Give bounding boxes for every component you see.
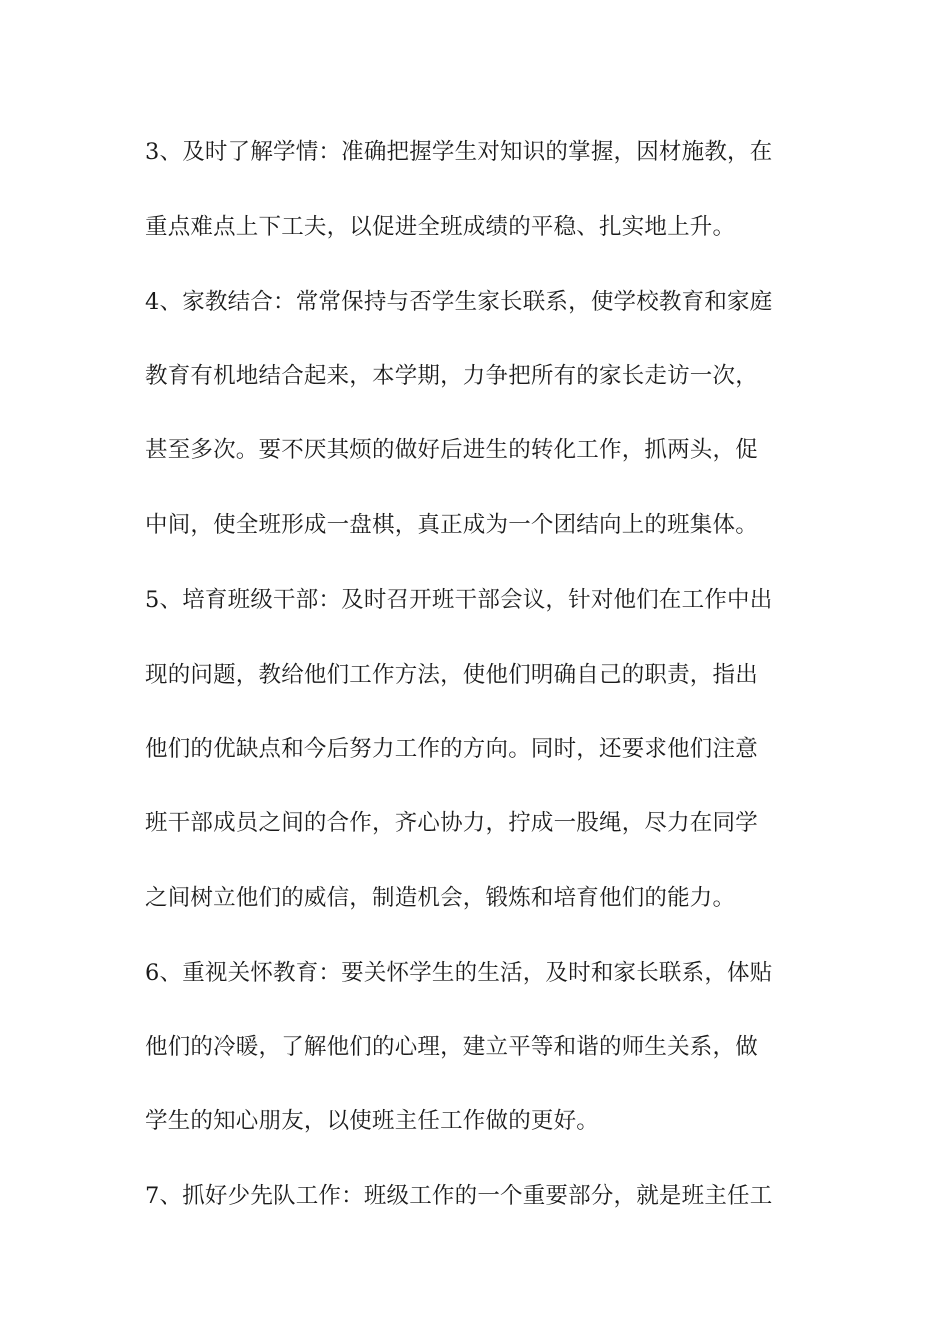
text-line-9: 他们的优缺点和今后努力工作的方向。同时，还要求他们注意 <box>145 736 758 762</box>
text-line-14: 学生的知心朋友，以使班主任工作做的更好。 <box>145 1108 600 1134</box>
text-line-4: 教育有机地结合起来，本学期，力争把所有的家长走访一次， <box>145 363 758 389</box>
text-line-3: 4、家教结合：常常保持与否学生家长联系，使学校教育和家庭 <box>145 289 773 315</box>
text-line-12: 6、重视关怀教育：要关怀学生的生活，及时和家长联系，体贴 <box>145 960 773 986</box>
text-line-1: 3、及时了解学情：准确把握学生对知识的掌握，因材施教，在 <box>145 139 773 165</box>
text-line-11: 之间树立他们的威信，制造机会，锻炼和培育他们的能力。 <box>145 885 736 911</box>
text-line-13: 他们的冷暖，了解他们的心理，建立平等和谐的师生关系，做 <box>145 1034 758 1060</box>
text-line-6: 中间，使全班形成一盘棋，真正成为一个团结向上的班集体。 <box>145 512 758 538</box>
text-line-7: 5、培育班级干部：及时召开班干部会议，针对他们在工作中出 <box>145 587 773 613</box>
text-line-5: 甚至多次。要不厌其烦的做好后进生的转化工作，抓两头，促 <box>145 437 758 463</box>
text-line-2: 重点难点上下工夫，以促进全班成绩的平稳、扎实地上升。 <box>145 214 736 240</box>
text-line-15: 7、抓好少先队工作：班级工作的一个重要部分，就是班主任工 <box>145 1183 773 1209</box>
text-line-10: 班干部成员之间的合作，齐心协力，拧成一股绳，尽力在同学 <box>145 810 758 836</box>
text-line-8: 现的问题，教给他们工作方法，使他们明确自己的职责，指出 <box>145 662 758 688</box>
